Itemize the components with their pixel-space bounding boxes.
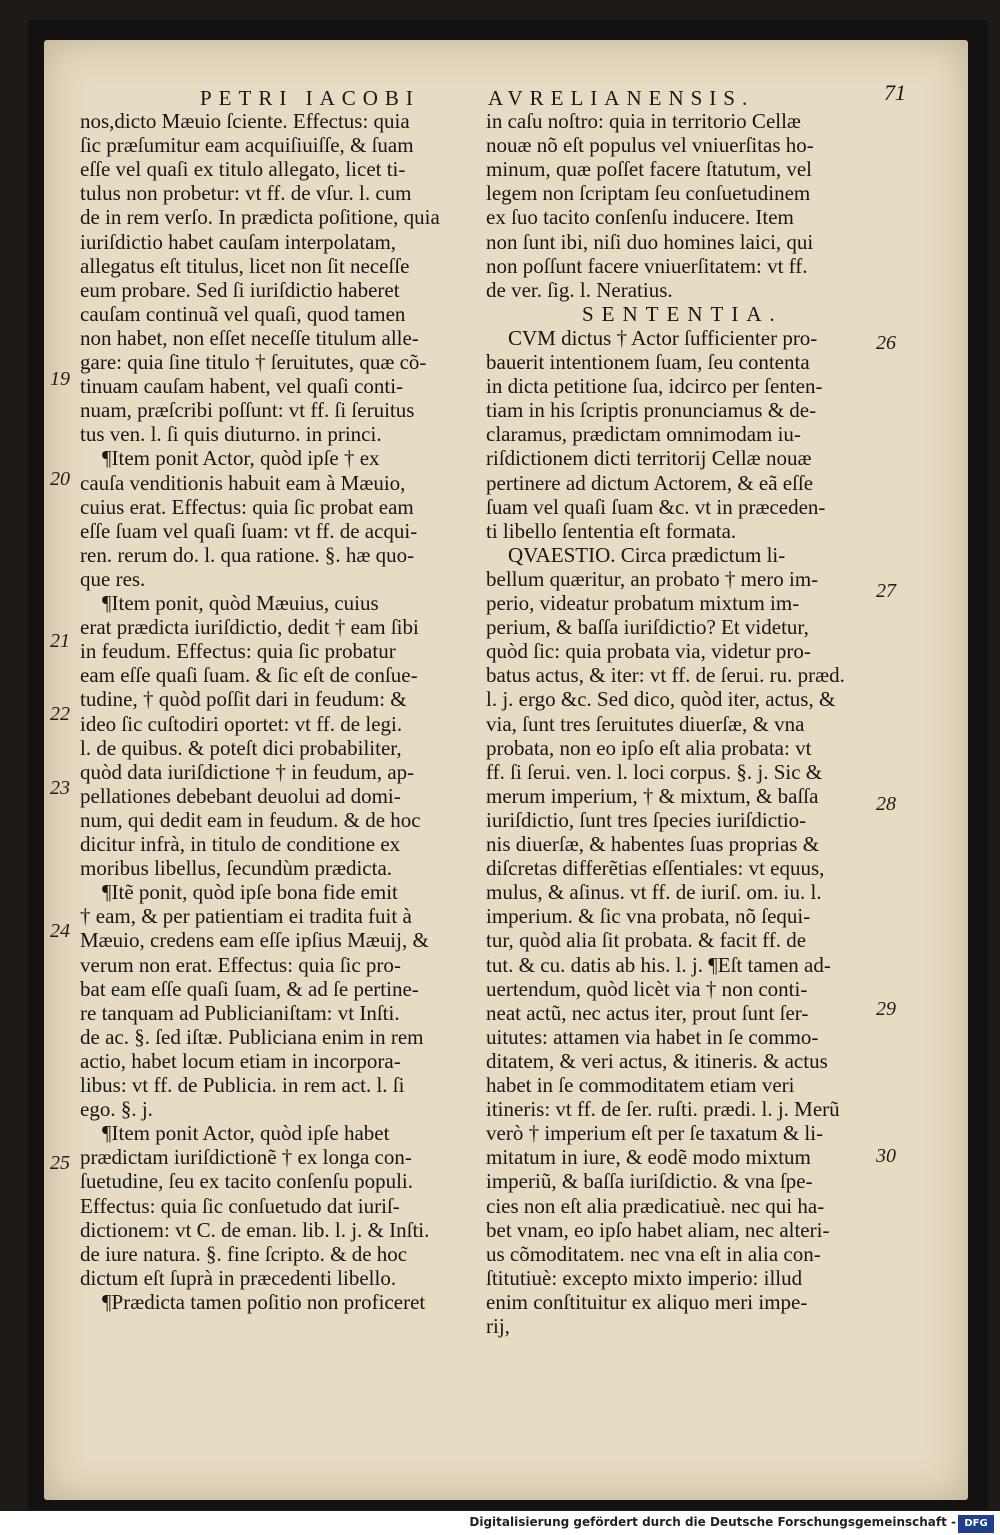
text-line: perio, videatur probatum mixtum im- [486, 591, 800, 615]
text-line: in feudum. Effectus: quia ſic probatur [80, 639, 396, 664]
text-line: probata, non eo ipſo eſt alia probata: vt [486, 735, 812, 760]
text-line: SENTENTIA. [582, 301, 783, 326]
text-line: ¶Item ponit, quòd Mæuius, cuius [102, 591, 379, 615]
text-line: CVM dictus † Actor ſufficienter pro- [508, 325, 818, 350]
text-line: neat actũ, nec actus iter, prout ſunt ſer- [486, 1000, 809, 1025]
text-line: us cõmoditatem. nec vna eſt in alia con- [486, 1241, 821, 1266]
text-line: eſſe ſuam vel quaſi ſuam: vt ff. de acqui- [80, 518, 418, 543]
text-line: erat prædicta iuriſdictio, dedit † eam ſibi [80, 615, 419, 640]
text-line: libus: vt ff. de Publicia. in rem act. l. ſi [80, 1073, 405, 1097]
text-line: Effectus: quia ſic conſuetudo dat iuriſ- [80, 1193, 400, 1218]
text-line: de iure natura. §. fine ſcripto. & de hoc [80, 1241, 408, 1266]
text-line: ti libello ſententia eſt formata. [486, 518, 737, 543]
text-line: actio, habet locum etiam in incorpora- [80, 1048, 401, 1073]
text-line: ff. ſi ſerui. ven. l. loci corpus. §. j. Sic & [486, 759, 823, 784]
text-line: nos,dicto Mæuio ſciente. Effectus: quia [80, 109, 410, 133]
text-line: l. de quibus. & poteſt dici probabiliter, [80, 735, 402, 760]
text-line: in caſu noſtro: quia in territorio Cellæ [486, 109, 801, 133]
margin-number: 29 [876, 998, 896, 1020]
text-line: prædictam iuriſdictionẽ † ex longa con- [80, 1145, 412, 1170]
text-line: uertendum, quòd licèt via † non conti- [486, 976, 808, 1001]
text-line: imperiũ, & baſſa iuriſdictio. & vna ſpe- [486, 1169, 813, 1194]
text-line: imperium. & ſic vna probata, nõ ſequi- [486, 904, 811, 929]
text-line: allegatus eſt titulus, licet non ſit neceſſe [80, 253, 410, 278]
text-line: non poſſunt facere vniuerſitatem: vt ff. [486, 253, 808, 278]
text-line: cauſam continuã vel quaſi, quod tamen [80, 301, 406, 326]
text-line: minum, quæ poſſet facere ſtatutum, vel [486, 157, 813, 182]
text-line: l. j. ergo &c. Sed dico, quòd iter, actus, & [486, 687, 836, 712]
text-line: tinuam cauſam habent, vel quaſi conti- [80, 374, 404, 399]
text-line: claramus, prædictam omnimodam iu- [486, 422, 801, 447]
margin-number: 25 [50, 1152, 70, 1174]
margin-number: 26 [876, 332, 896, 354]
margin-number: 24 [50, 920, 70, 942]
text-line: de ac. §. ſed iſtæ. Publiciana enim in rem [80, 1024, 424, 1049]
text-line: que res. [80, 566, 146, 591]
text-line: ego. §. j. [80, 1097, 153, 1122]
text-line: eſſe vel quaſi ex titulo allegato, licet ti- [80, 157, 406, 182]
text-line: de ver. ſig. l. Neratius. [486, 277, 673, 302]
text-line: batus actus, & iter: vt ff. de ſerui. ru. præd. [486, 663, 845, 688]
text-line: tiam in his ſcriptis pronunciamus & de- [486, 398, 817, 423]
text-line: bet vnam, eo ipſo habet aliam, nec alteri- [486, 1217, 830, 1242]
text-line: ¶Item ponit Actor, quòd ipſe habet [102, 1121, 390, 1146]
text-line: mitatum in iure, & eodẽ modo mixtum [486, 1145, 811, 1170]
margin-number: 22 [50, 703, 70, 725]
text-line: ideo ſic cuſtodiri oportet: vt ff. de legi. [80, 711, 403, 736]
text-line: via, ſunt tres ſeruitutes diuerſæ, & vna [486, 711, 805, 736]
text-line: nis diuerſæ, & habentes ſuas proprias & [486, 832, 820, 856]
text-line: ¶Prædicta tamen poſitio non proficeret [102, 1289, 426, 1314]
text-line: diſcretas differẽtias eſſentiales: vt equus, [486, 856, 825, 881]
text-line: non habet, non eſſet neceſſe titulum alle- [80, 325, 419, 350]
text-line: ren. rerum do. l. qua ratione. §. hæ quo- [80, 542, 415, 567]
text-line: perium, & baſſa iuriſdictio? Et videtur, [486, 615, 809, 640]
text-line: verum non erat. Effectus: quia ſic pro- [80, 952, 401, 977]
text-line: iuriſdictio, ſunt tres ſpecies iuriſdictio- [486, 807, 807, 832]
text-line: pertinere ad dictum Actorem, & eã eſſe [486, 470, 814, 495]
text-line: eum probare. Sed ſi iuriſdictio haberet [80, 277, 400, 302]
text-line: bat eam eſſe quaſi ſuam, & ad ſe pertine- [80, 976, 419, 1001]
margin-number: 20 [50, 468, 70, 490]
text-line: in dicta petitione ſua, idcirco per ſenten- [486, 374, 823, 399]
text-line: ſtitutiuè: excepto mixto imperio: illud [486, 1265, 803, 1290]
text-line: eam eſſe quaſi ſuam. & ſic eſt de conſue- [80, 663, 418, 688]
text-line: tudine, † quòd poſſit dari in feudum: & [80, 687, 407, 712]
dfg-logo: DFG [958, 1515, 994, 1533]
text-line: enim conſtituitur ex aliquo meri impe- [486, 1289, 808, 1314]
text-line: ¶Item ponit Actor, quòd ipſe † ex [102, 446, 380, 471]
text-line: re tanquam ad Publicianiſtam: vt Inſti. [80, 1000, 400, 1025]
text-line: verò † imperium eſt per ſe taxatum & li- [486, 1121, 824, 1146]
text-line: bellum quæritur, an probato † mero im- [486, 566, 819, 591]
text-line: cuius erat. Effectus: quia ſic probat eam [80, 494, 414, 519]
text-line: itineris: vt ff. de ſer. ruſti. prædi. l. j. Merũ [486, 1097, 840, 1122]
margin-number: 19 [50, 368, 70, 390]
text-line: nouæ nõ eſt populus vel vniuerſitas ho- [486, 133, 814, 158]
margin-number: 28 [876, 793, 896, 815]
margin-number: 23 [50, 777, 70, 799]
text-line: tut. & cu. datis ab his. l. j. ¶Eſt tamen ad- [486, 952, 831, 977]
footer-bar [0, 1511, 1000, 1535]
text-line: nuam, præſcribi poſſunt: vt ff. ſi ſeruitus [80, 398, 415, 423]
text-line: tulus non probetur: vt ff. de vſur. l. cum [80, 181, 412, 206]
text-line: ex ſuo tacito conſenſu inducere. Item [486, 205, 794, 230]
running-head-left: PETRI IACOBI [200, 86, 420, 110]
text-line: dictionem: vt C. de eman. lib. l. j. & Inſti. [80, 1217, 430, 1242]
margin-number: 21 [50, 630, 70, 652]
running-head-right: AVRELIANENSIS. [488, 86, 755, 110]
text-line: moribus libellus, ſecundùm prædicta. [80, 856, 393, 881]
text-line: legem non ſcriptam ſeu conſuetudinem [486, 181, 811, 206]
text-line: pellationes debebant deuolui ad domi- [80, 783, 401, 808]
text-line: num, qui dedit eam in feudum. & de hoc [80, 807, 421, 832]
text-line: Mæuio, credens eam eſſe ipſius Mæuij, & [80, 928, 429, 953]
margin-number: 27 [876, 580, 896, 602]
text-line: ¶Itẽ ponit, quòd ipſe bona fide emit [102, 880, 398, 905]
text-line: ſuam vel quaſi ſuam &c. vt in præceden- [486, 494, 826, 519]
text-line: habet in ſe commoditatem etiam veri [486, 1073, 795, 1097]
text-line: dictum eſt ſuprà in præcedenti libello. [80, 1265, 397, 1290]
text-line: mulus, & aſinus. vt ff. de iuriſ. om. iu. l. [486, 880, 822, 905]
text-line: uitutes: attamen via habet in ſe commo- [486, 1024, 819, 1049]
text-line: bauerit intentionem ſuam, ſeu contenta [486, 350, 810, 374]
text-line: ſuetudine, ſeu ex tacito conſenſu populi. [80, 1169, 413, 1194]
text-line: cies non eſt alia prædicatiuè. nec qui ha- [486, 1193, 825, 1218]
text-line: quòd ſic: quia probata via, videtur pro- [486, 639, 811, 664]
text-line: dicitur infrà, in titulo de conditione ex [80, 832, 401, 856]
text-line: cauſa venditionis habuit eam à Mæuio, [80, 470, 406, 495]
text-line: rij, [486, 1314, 510, 1338]
text-line: quòd data iuriſdictione † in feudum, ap- [80, 759, 415, 784]
text-line: tur, quòd alia ſit probata. & facit ff. de [486, 928, 807, 953]
margin-number: 30 [876, 1145, 896, 1167]
text-line: merum imperium, † & mixtum, & baſſa [486, 783, 819, 808]
text-line: ditatem, & veri actus, & itineris. & actus [486, 1048, 828, 1073]
text-line: tus ven. l. ſi quis diuturno. in princi. [80, 422, 382, 447]
text-line: QVAESTIO. Circa prædictum li- [508, 542, 786, 567]
text-line: ſic præſumitur eam acquiſiuiſſe, & ſuam [80, 133, 414, 158]
text-line: riſdictionem dicti territorij Cellæ nouæ [486, 446, 812, 471]
page-number: 71 [884, 80, 906, 105]
footer-credit: Digitalisierung gefördert durch die Deutsche Forschungsgemeinschaft - [469, 1515, 956, 1529]
text-line: iuriſdictio habet cauſam interpolatam, [80, 229, 397, 254]
text-line: de in rem verſo. In prædicta poſitione, quia [80, 205, 440, 230]
text-line: gare: quia ſine titulo † ſeruitutes, quæ cõ- [80, 350, 427, 374]
text-line: † eam, & per patientiam ei tradita fuit à [80, 904, 412, 929]
text-line: non ſunt ibi, niſi duo homines laici, qui [486, 229, 814, 254]
